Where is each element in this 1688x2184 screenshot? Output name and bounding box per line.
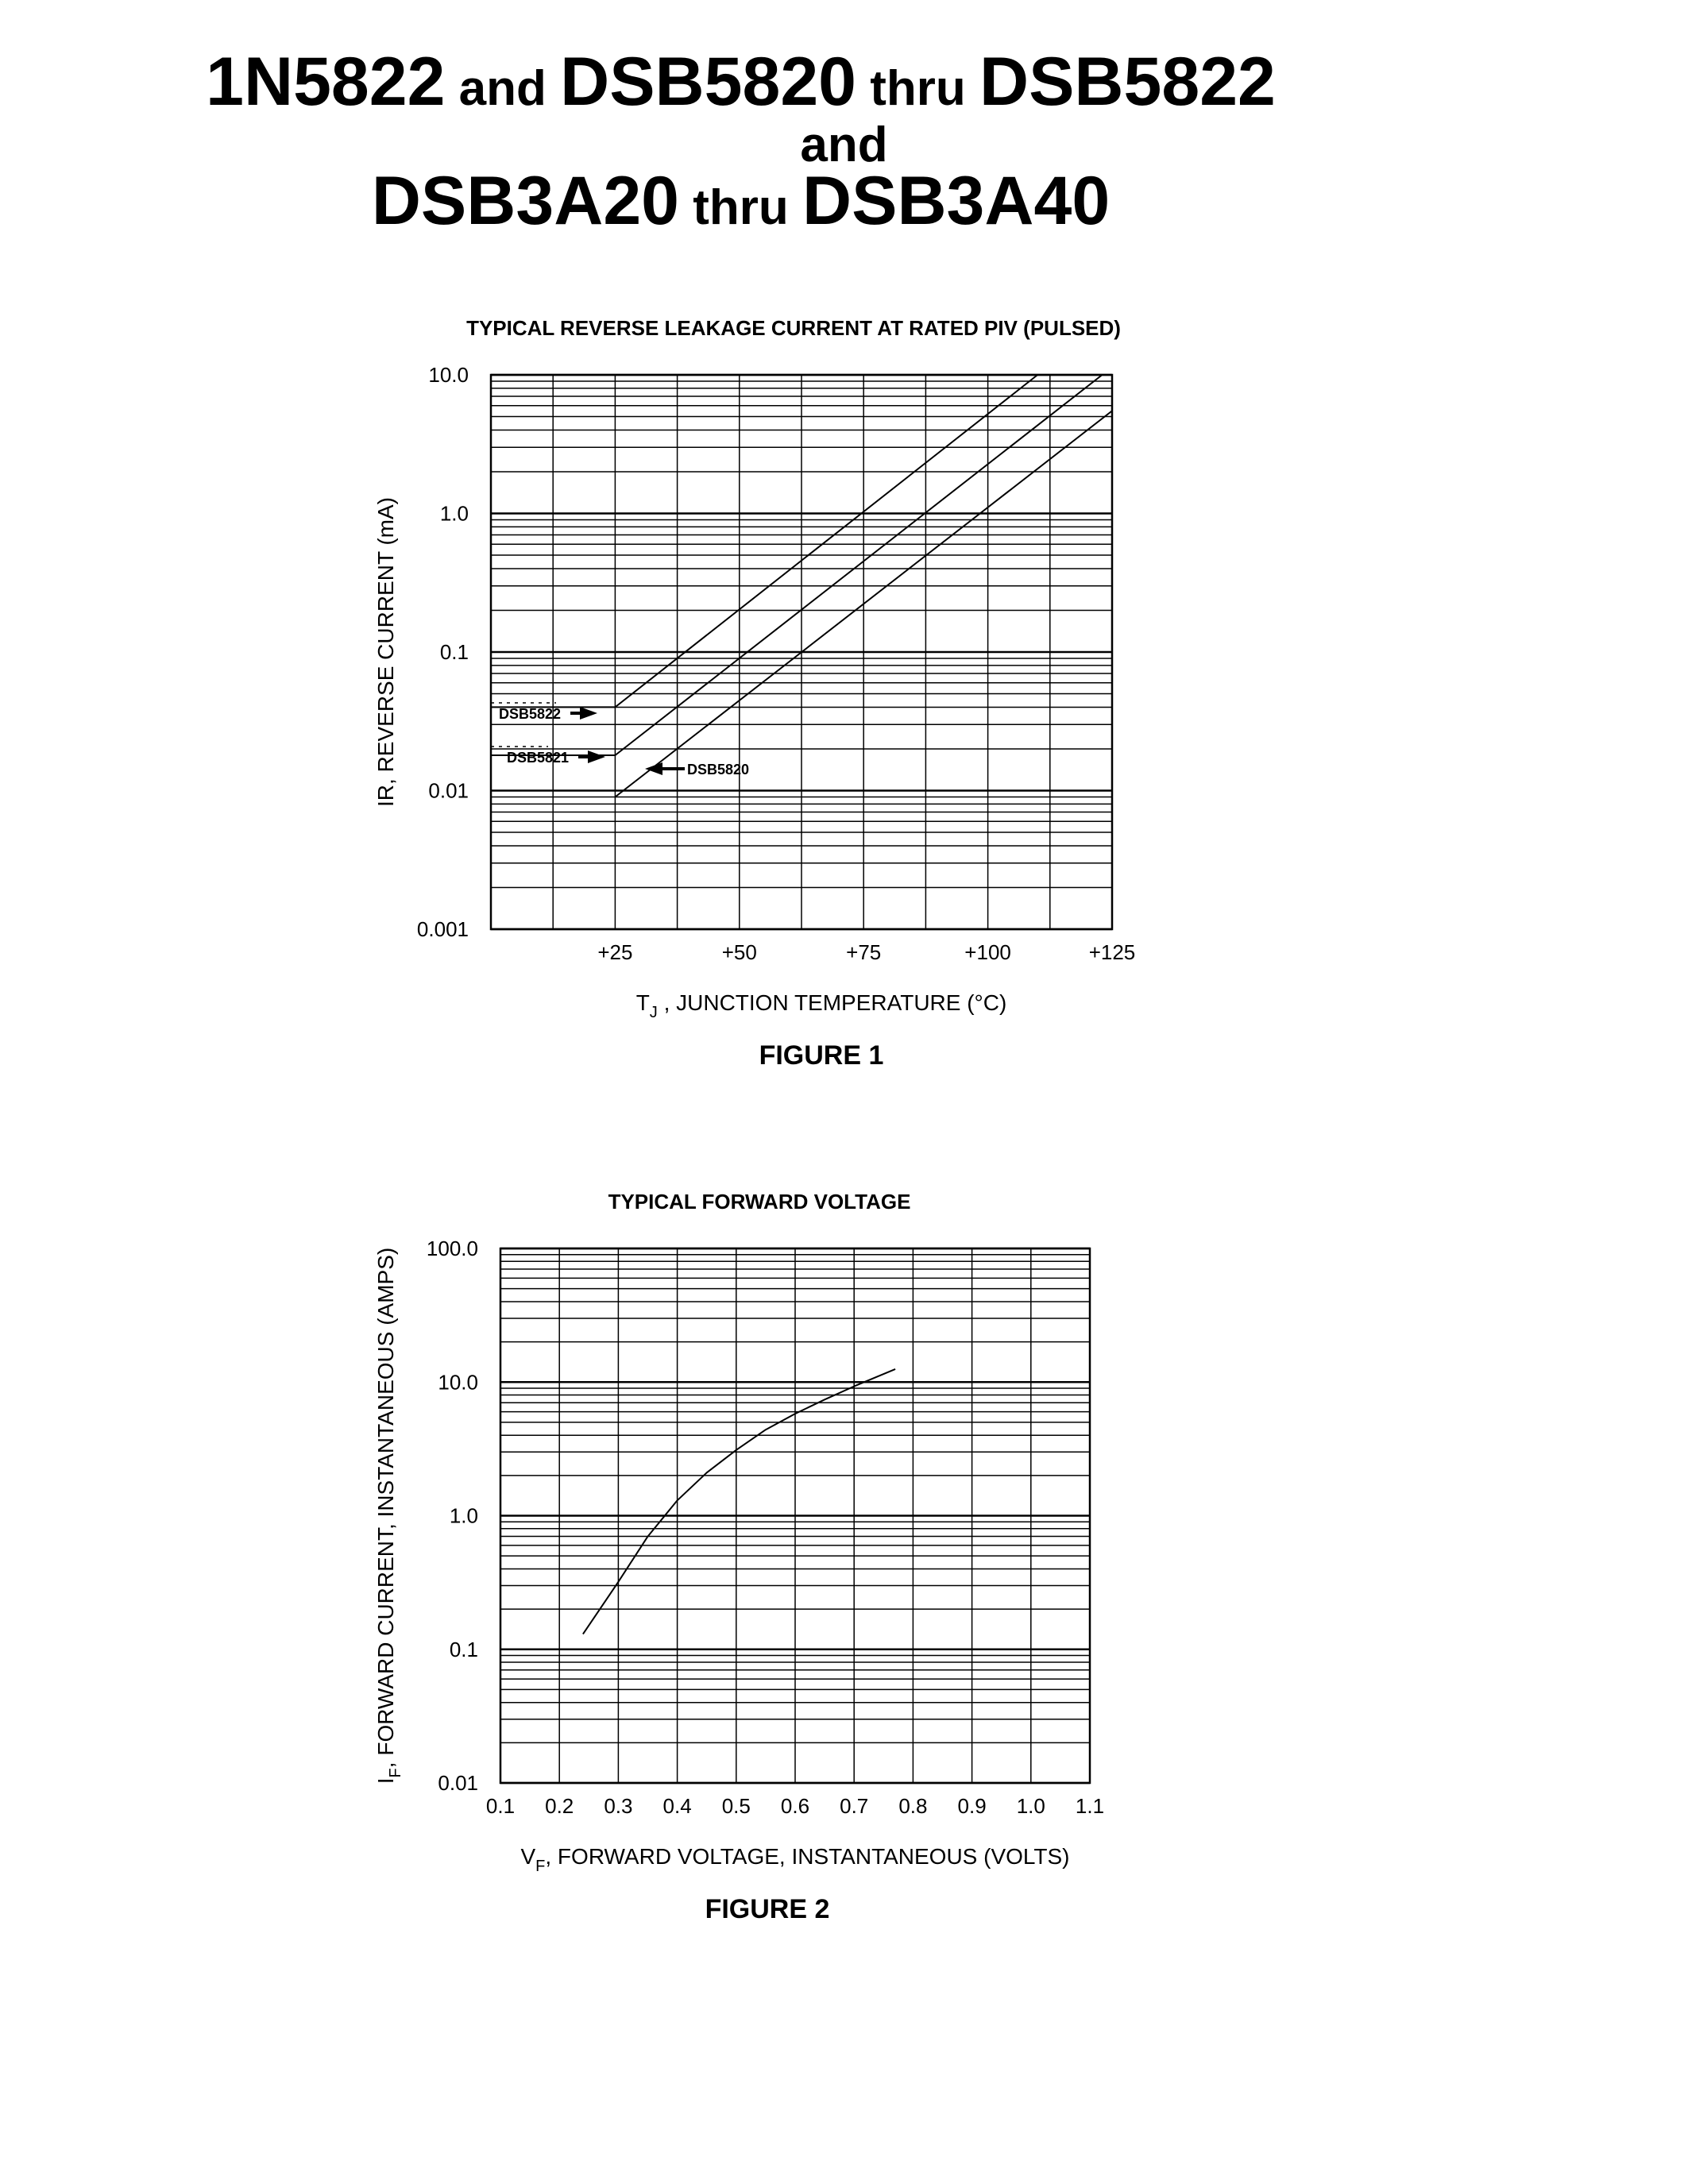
series-arrow-dsb5821 [588, 751, 605, 763]
series-line-forward-voltage [583, 1369, 895, 1634]
y-axis-label: IR, REVERSE CURRENT (mA) [373, 497, 398, 807]
y-tick-label: 0.01 [428, 778, 469, 803]
y-tick-label: 10.0 [428, 363, 469, 387]
title-part-and: and [445, 61, 561, 116]
x-tick-label: +25 [597, 940, 633, 964]
x-axis-label: $T_J$ , JUNCTION TEMPERATURE (°C) [635, 990, 1007, 1021]
x-tick-label: 0.7 [840, 1794, 869, 1818]
title-part-dsb3a20: DSB3A20 [371, 163, 679, 239]
series-label-dsb5821: DSB5821 [507, 750, 570, 766]
y-tick-label: 100.0 [426, 1237, 478, 1260]
x-tick-label: 0.2 [545, 1794, 574, 1818]
y-tick-label: 10.0 [438, 1370, 478, 1395]
x-tick-label: +50 [721, 940, 757, 964]
x-tick-label: 0.8 [898, 1794, 928, 1818]
chart-reverse-leakage [373, 316, 1135, 1071]
chart-title: TYPICAL FORWARD VOLTAGE [608, 1190, 911, 1214]
y-axis-label: $I_F$, FORWARD CURRENT, INSTANTANEOUS (AMPS) [373, 1247, 404, 1785]
y-tick-label: 0.01 [438, 1771, 478, 1795]
x-tick-label: 1.0 [1016, 1794, 1045, 1818]
chart-title: TYPICAL REVERSE LEAKAGE CURRENT AT RATED PIV (PULSED) [466, 316, 1121, 340]
series-arrow-dsb5820 [645, 762, 662, 775]
title-part-thru: thru [856, 61, 979, 116]
title-part-dsb5820: DSB5820 [560, 44, 856, 120]
series-line-dsb5822 [491, 375, 1037, 707]
y-tick-label: 0.001 [416, 917, 469, 941]
x-tick-label: 0.9 [957, 1794, 987, 1818]
y-tick-label: 1.0 [439, 501, 469, 526]
x-tick-label: 0.6 [780, 1794, 810, 1818]
grid [500, 1248, 1090, 1783]
title-and: and [800, 118, 888, 172]
figure-label: FIGURE 1 [759, 1040, 884, 1071]
y-tick-label: 0.1 [439, 640, 469, 664]
series-label-dsb5822: DSB5822 [499, 706, 562, 722]
title-part-dsb5822: DSB5822 [979, 44, 1276, 120]
title-part-1n5822: 1N5822 [206, 44, 446, 120]
title-part-dsb3a40: DSB3A40 [802, 163, 1111, 239]
series-label-dsb5820: DSB5820 [687, 762, 750, 778]
x-tick-label: +100 [964, 940, 1011, 964]
x-tick-label: 0.5 [721, 1794, 751, 1818]
figure-label: FIGURE 2 [705, 1894, 830, 1924]
series-arrow-dsb5822 [580, 707, 597, 720]
title-part-thru-2: thru [679, 180, 802, 235]
x-tick-label: 0.3 [604, 1794, 633, 1818]
y-tick-label: 0.1 [449, 1637, 478, 1661]
x-tick-label: +125 [1088, 940, 1136, 964]
y-tick-label: 1.0 [449, 1503, 478, 1528]
chart-forward-voltage [373, 1190, 1104, 1924]
x-axis-label: $V_F$, FORWARD VOLTAGE, INSTANTANEOUS (VOLTS) [520, 1844, 1070, 1875]
x-tick-label: +75 [846, 940, 882, 964]
x-tick-label: 0.1 [485, 1794, 516, 1818]
x-tick-label: 1.1 [1075, 1794, 1105, 1818]
x-tick-label: 0.4 [662, 1794, 692, 1818]
